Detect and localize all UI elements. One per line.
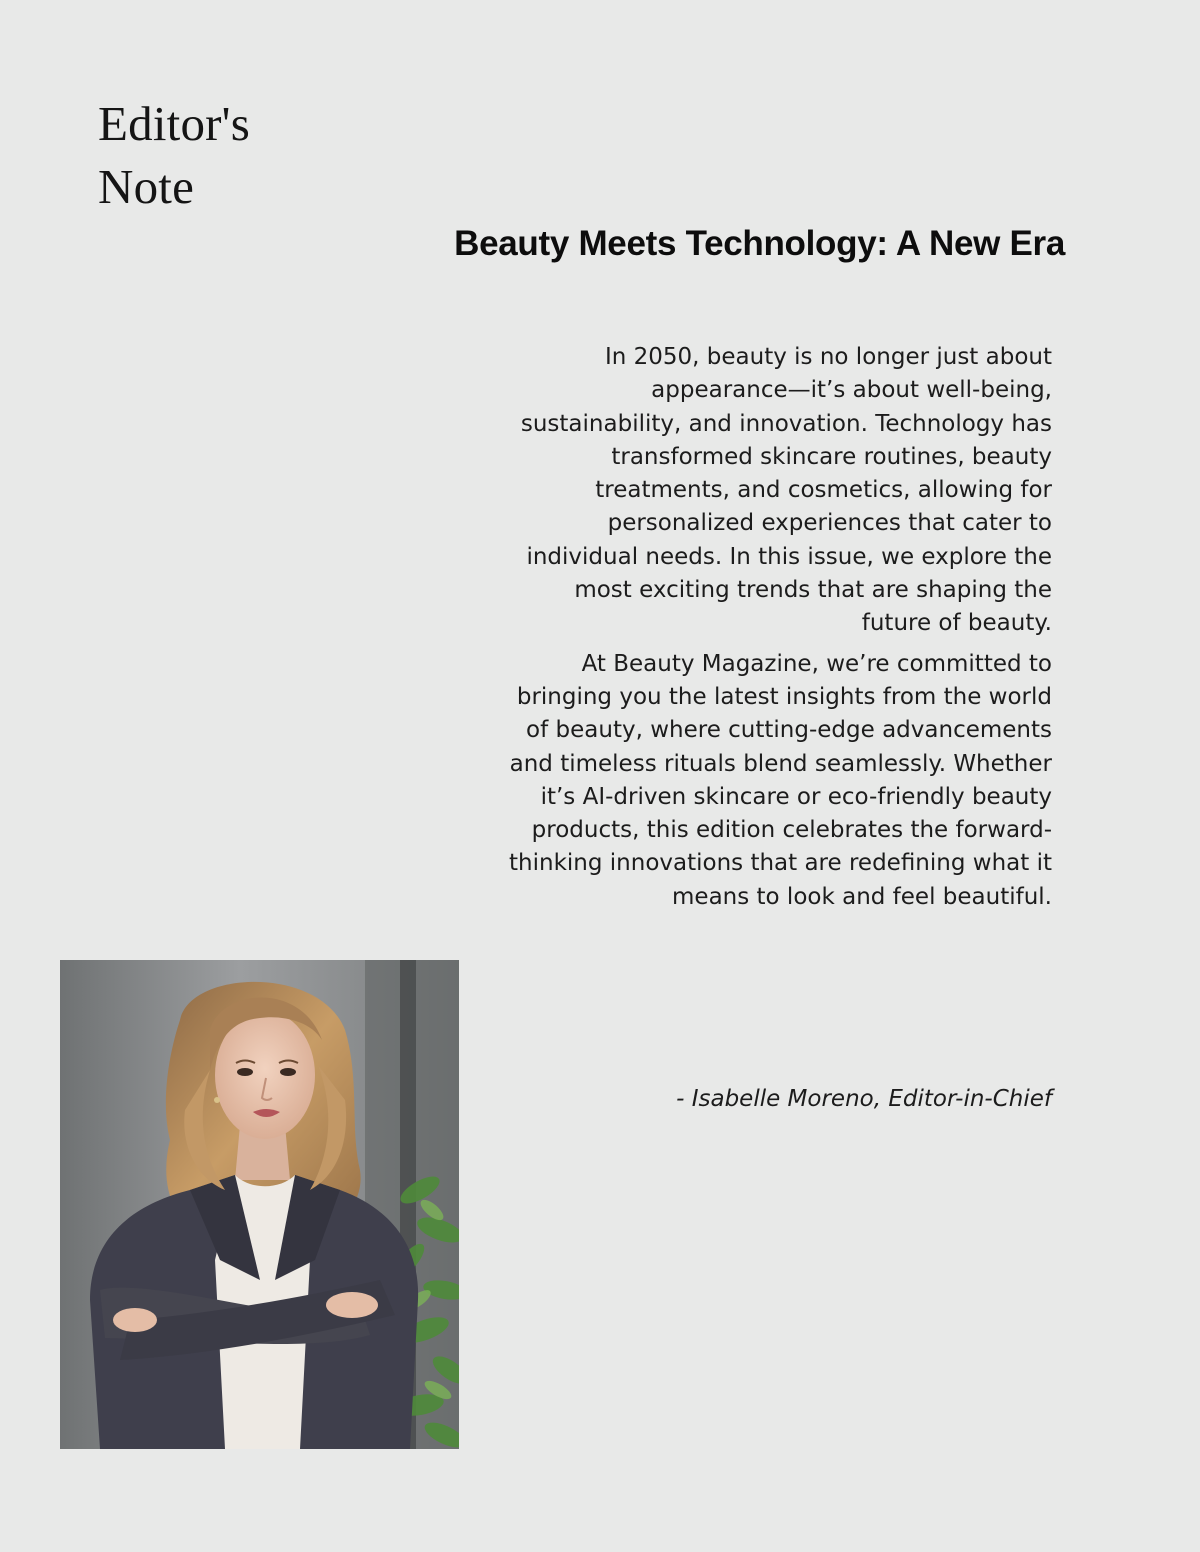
editors-note-title: Editor's Note	[98, 96, 250, 214]
editor-portrait-icon	[60, 960, 459, 1449]
body-paragraph: In 2050, beauty is no longer just about appearance—it’s about well-being, sustainability, and innovation. Technology has transformed skincare routines, beauty treatments, and cosmetics, allowing for personalized experiences that cater to individual needs. In this issue, we explore the most exciting trends that are shaping the future of beauty.	[520, 344, 1052, 637]
editor-signature: - Isabelle Moreno, Editor-in-Chief	[676, 1086, 1052, 1112]
body-paragraph: At Beauty Magazine, we’re committed to bringing you the latest insights from the world of beauty, where cutting-edge advancements and timeless rituals blend seamlessly. Whether it’s AI-driven skincare or eco-friendly beauty products, this edition celebrates the forward-thinking innovations that are redefining what it means to look and feel beautiful.	[509, 650, 1052, 910]
article-body	[508, 341, 1052, 921]
editor-portrait-photo	[60, 960, 459, 1449]
article-headline: Beauty Meets Technology: A New Era	[454, 224, 1065, 263]
